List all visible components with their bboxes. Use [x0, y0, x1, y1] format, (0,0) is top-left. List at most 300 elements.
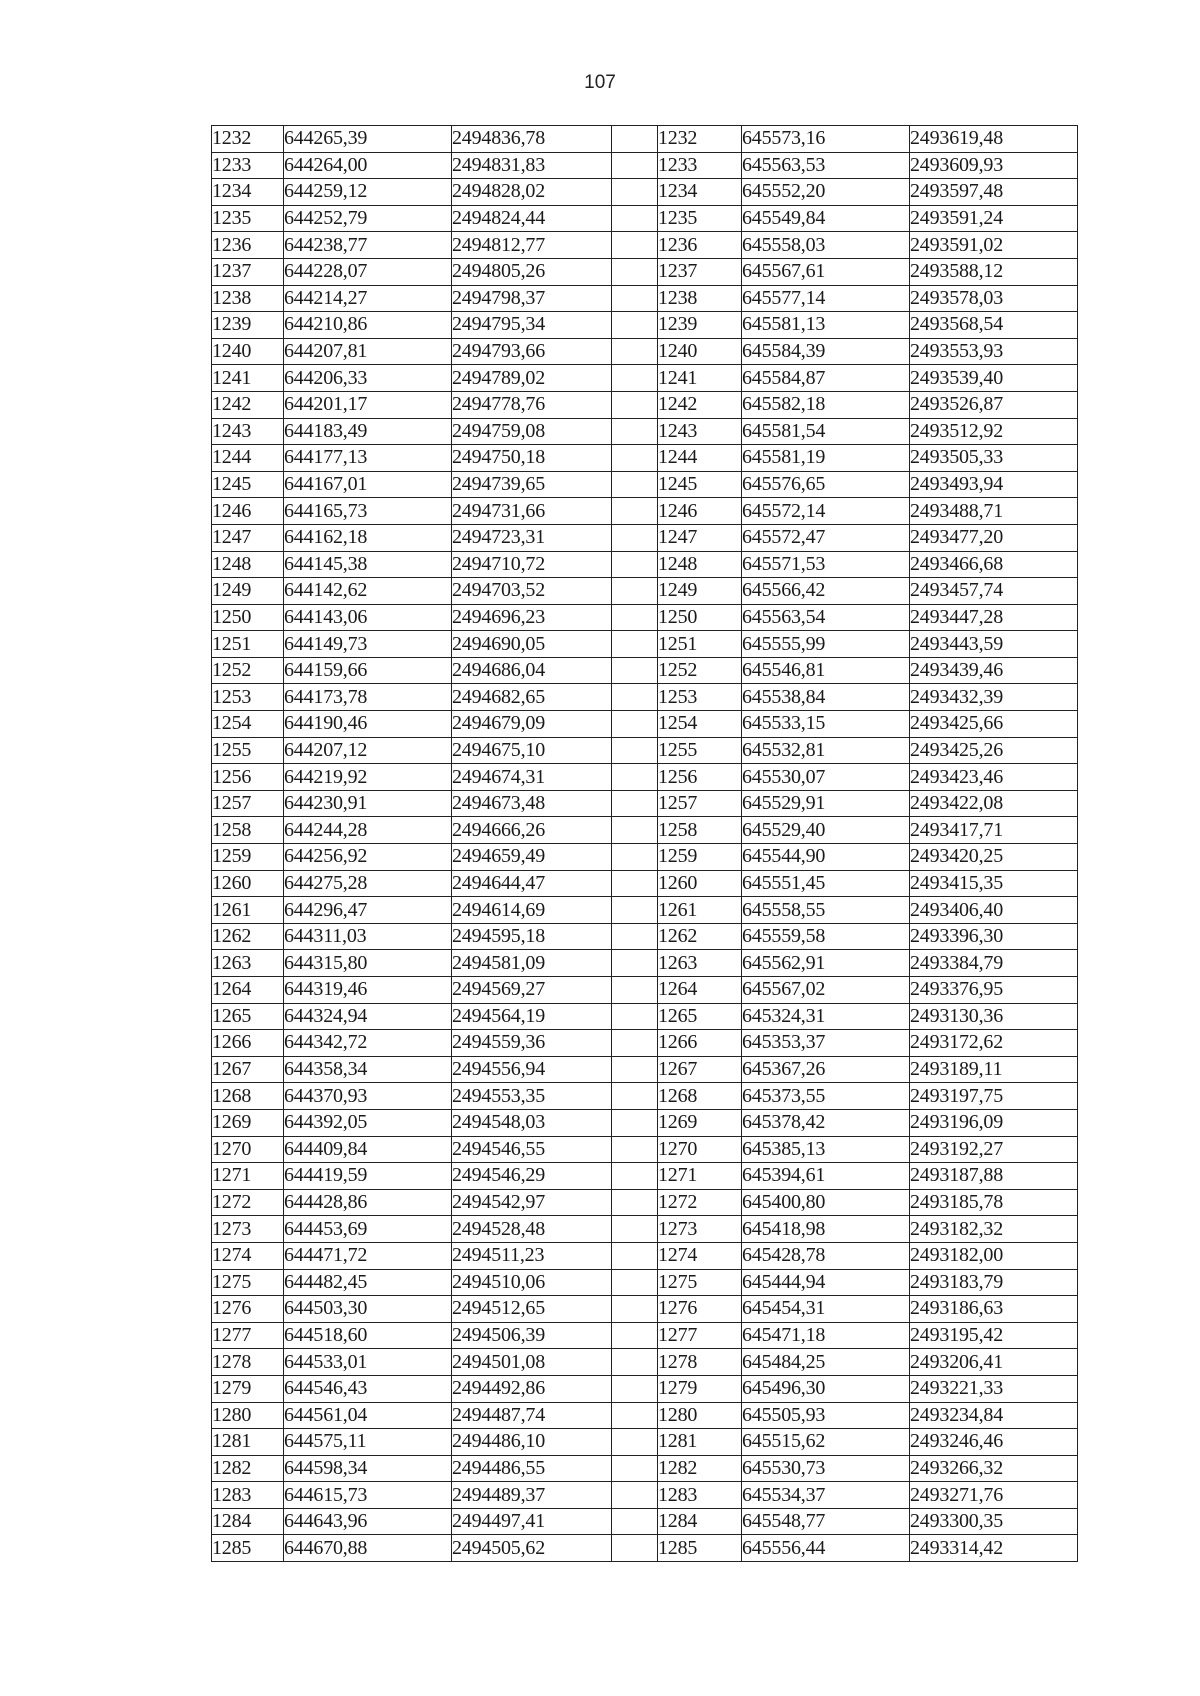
- table-row: [212, 1402, 1078, 1429]
- right-point-number: 1273: [658, 1216, 742, 1243]
- table-row: [212, 711, 1078, 738]
- right-point-number: 1260: [658, 870, 742, 897]
- table-spacer-cell: [612, 285, 658, 312]
- table-row: [212, 498, 1078, 525]
- right-x-coordinate: 645577,14: [742, 285, 910, 312]
- table-spacer-cell: [612, 977, 658, 1004]
- left-y-coordinate: 2494505,62: [452, 1535, 612, 1562]
- right-point-number: 1272: [658, 1189, 742, 1216]
- right-y-coordinate: 2493619,48: [910, 126, 1078, 153]
- left-point-number: 1275: [212, 1269, 284, 1296]
- left-x-coordinate: 644392,05: [284, 1109, 452, 1136]
- table-row: [212, 391, 1078, 418]
- left-y-coordinate: 2494528,48: [452, 1216, 612, 1243]
- right-x-coordinate: 645538,84: [742, 684, 910, 711]
- right-x-coordinate: 645428,78: [742, 1242, 910, 1269]
- left-x-coordinate: 644165,73: [284, 498, 452, 525]
- right-point-number: 1247: [658, 524, 742, 551]
- right-x-coordinate: 645324,31: [742, 1003, 910, 1030]
- right-x-coordinate: 645530,07: [742, 764, 910, 791]
- right-y-coordinate: 2493197,75: [910, 1083, 1078, 1110]
- left-y-coordinate: 2494831,83: [452, 152, 612, 179]
- left-y-coordinate: 2494778,76: [452, 391, 612, 418]
- left-x-coordinate: 644471,72: [284, 1242, 452, 1269]
- right-y-coordinate: 2493597,48: [910, 179, 1078, 206]
- table-spacer-cell: [612, 1402, 658, 1429]
- right-point-number: 1278: [658, 1349, 742, 1376]
- left-x-coordinate: 644428,86: [284, 1189, 452, 1216]
- table-spacer-cell: [612, 1242, 658, 1269]
- left-y-coordinate: 2494789,02: [452, 365, 612, 392]
- left-point-number: 1279: [212, 1375, 284, 1402]
- table-spacer-cell: [612, 338, 658, 365]
- right-x-coordinate: 645563,53: [742, 152, 910, 179]
- right-y-coordinate: 2493588,12: [910, 258, 1078, 285]
- table-spacer-cell: [612, 1508, 658, 1535]
- right-point-number: 1249: [658, 578, 742, 605]
- right-y-coordinate: 2493439,46: [910, 657, 1078, 684]
- right-y-coordinate: 2493526,87: [910, 391, 1078, 418]
- right-x-coordinate: 645544,90: [742, 844, 910, 871]
- left-y-coordinate: 2494805,26: [452, 258, 612, 285]
- table-spacer-cell: [612, 312, 658, 339]
- table-row: [212, 1056, 1078, 1083]
- right-y-coordinate: 2493423,46: [910, 764, 1078, 791]
- table-row: [212, 1349, 1078, 1376]
- table-row: [212, 1455, 1078, 1482]
- right-point-number: 1248: [658, 551, 742, 578]
- table-spacer-cell: [612, 1429, 658, 1456]
- table-spacer-cell: [612, 391, 658, 418]
- table-row: [212, 1429, 1078, 1456]
- right-x-coordinate: 645454,31: [742, 1296, 910, 1323]
- right-point-number: 1235: [658, 205, 742, 232]
- table-spacer-cell: [612, 1322, 658, 1349]
- left-x-coordinate: 644162,18: [284, 524, 452, 551]
- right-x-coordinate: 645552,20: [742, 179, 910, 206]
- left-y-coordinate: 2494542,97: [452, 1189, 612, 1216]
- left-x-coordinate: 644207,12: [284, 737, 452, 764]
- right-y-coordinate: 2493568,54: [910, 312, 1078, 339]
- right-x-coordinate: 645549,84: [742, 205, 910, 232]
- left-y-coordinate: 2494548,03: [452, 1109, 612, 1136]
- right-x-coordinate: 645572,47: [742, 524, 910, 551]
- right-point-number: 1239: [658, 312, 742, 339]
- left-y-coordinate: 2494511,23: [452, 1242, 612, 1269]
- right-y-coordinate: 2493376,95: [910, 977, 1078, 1004]
- left-y-coordinate: 2494666,26: [452, 817, 612, 844]
- table-row: [212, 1163, 1078, 1190]
- right-y-coordinate: 2493417,71: [910, 817, 1078, 844]
- left-x-coordinate: 644264,00: [284, 152, 452, 179]
- table-spacer-cell: [612, 205, 658, 232]
- left-x-coordinate: 644244,28: [284, 817, 452, 844]
- right-point-number: 1232: [658, 126, 742, 153]
- right-x-coordinate: 645529,40: [742, 817, 910, 844]
- right-x-coordinate: 645394,61: [742, 1163, 910, 1190]
- left-x-coordinate: 644177,13: [284, 445, 452, 472]
- table-row: [212, 977, 1078, 1004]
- left-x-coordinate: 644252,79: [284, 205, 452, 232]
- table-spacer-cell: [612, 790, 658, 817]
- left-y-coordinate: 2494486,10: [452, 1429, 612, 1456]
- right-y-coordinate: 2493130,36: [910, 1003, 1078, 1030]
- table-row: [212, 524, 1078, 551]
- right-x-coordinate: 645566,42: [742, 578, 910, 605]
- left-point-number: 1264: [212, 977, 284, 1004]
- left-x-coordinate: 644190,46: [284, 711, 452, 738]
- table-row: [212, 1136, 1078, 1163]
- left-y-coordinate: 2494682,65: [452, 684, 612, 711]
- left-point-number: 1241: [212, 365, 284, 392]
- right-y-coordinate: 2493609,93: [910, 152, 1078, 179]
- table-spacer-cell: [612, 232, 658, 259]
- table-spacer-cell: [612, 764, 658, 791]
- left-y-coordinate: 2494487,74: [452, 1402, 612, 1429]
- right-y-coordinate: 2493420,25: [910, 844, 1078, 871]
- right-x-coordinate: 645367,26: [742, 1056, 910, 1083]
- right-point-number: 1275: [658, 1269, 742, 1296]
- left-y-coordinate: 2494510,06: [452, 1269, 612, 1296]
- left-point-number: 1269: [212, 1109, 284, 1136]
- table-row: [212, 578, 1078, 605]
- left-point-number: 1276: [212, 1296, 284, 1323]
- left-y-coordinate: 2494553,35: [452, 1083, 612, 1110]
- right-x-coordinate: 645530,73: [742, 1455, 910, 1482]
- left-point-number: 1238: [212, 285, 284, 312]
- right-y-coordinate: 2493477,20: [910, 524, 1078, 551]
- table-spacer-cell: [612, 1535, 658, 1562]
- right-point-number: 1266: [658, 1030, 742, 1057]
- left-point-number: 1237: [212, 258, 284, 285]
- right-x-coordinate: 645581,54: [742, 418, 910, 445]
- table-row: [212, 1216, 1078, 1243]
- coordinates-table-body: [212, 126, 1078, 1562]
- left-x-coordinate: 644201,17: [284, 391, 452, 418]
- right-x-coordinate: 645385,13: [742, 1136, 910, 1163]
- right-y-coordinate: 2493384,79: [910, 950, 1078, 977]
- left-x-coordinate: 644670,88: [284, 1535, 452, 1562]
- left-point-number: 1261: [212, 897, 284, 924]
- left-y-coordinate: 2494798,37: [452, 285, 612, 312]
- left-point-number: 1253: [212, 684, 284, 711]
- table-row: [212, 1030, 1078, 1057]
- left-y-coordinate: 2494759,08: [452, 418, 612, 445]
- right-point-number: 1241: [658, 365, 742, 392]
- table-row: [212, 684, 1078, 711]
- left-point-number: 1256: [212, 764, 284, 791]
- table-spacer-cell: [612, 1003, 658, 1030]
- left-point-number: 1234: [212, 179, 284, 206]
- left-y-coordinate: 2494489,37: [452, 1482, 612, 1509]
- right-y-coordinate: 2493415,35: [910, 870, 1078, 897]
- left-point-number: 1283: [212, 1482, 284, 1509]
- left-point-number: 1249: [212, 578, 284, 605]
- table-row: [212, 338, 1078, 365]
- left-x-coordinate: 644210,86: [284, 312, 452, 339]
- left-y-coordinate: 2494696,23: [452, 604, 612, 631]
- right-y-coordinate: 2493422,08: [910, 790, 1078, 817]
- left-x-coordinate: 644370,93: [284, 1083, 452, 1110]
- left-y-coordinate: 2494564,19: [452, 1003, 612, 1030]
- left-x-coordinate: 644453,69: [284, 1216, 452, 1243]
- left-y-coordinate: 2494686,04: [452, 657, 612, 684]
- left-x-coordinate: 644358,34: [284, 1056, 452, 1083]
- right-point-number: 1251: [658, 631, 742, 658]
- table-spacer-cell: [612, 365, 658, 392]
- table-spacer-cell: [612, 870, 658, 897]
- right-x-coordinate: 645559,58: [742, 923, 910, 950]
- left-point-number: 1255: [212, 737, 284, 764]
- left-x-coordinate: 644159,66: [284, 657, 452, 684]
- table-row: [212, 923, 1078, 950]
- table-row: [212, 312, 1078, 339]
- right-x-coordinate: 645556,44: [742, 1535, 910, 1562]
- left-x-coordinate: 644167,01: [284, 471, 452, 498]
- table-row: [212, 1296, 1078, 1323]
- left-x-coordinate: 644598,34: [284, 1455, 452, 1482]
- table-spacer-cell: [612, 498, 658, 525]
- left-x-coordinate: 644149,73: [284, 631, 452, 658]
- left-point-number: 1239: [212, 312, 284, 339]
- left-point-number: 1242: [212, 391, 284, 418]
- right-x-coordinate: 645444,94: [742, 1269, 910, 1296]
- right-x-coordinate: 645373,55: [742, 1083, 910, 1110]
- left-x-coordinate: 644533,01: [284, 1349, 452, 1376]
- right-x-coordinate: 645567,02: [742, 977, 910, 1004]
- left-x-coordinate: 644615,73: [284, 1482, 452, 1509]
- left-point-number: 1278: [212, 1349, 284, 1376]
- right-y-coordinate: 2493182,00: [910, 1242, 1078, 1269]
- right-y-coordinate: 2493195,42: [910, 1322, 1078, 1349]
- table-row: [212, 179, 1078, 206]
- table-row: [212, 205, 1078, 232]
- left-point-number: 1277: [212, 1322, 284, 1349]
- table-spacer-cell: [612, 923, 658, 950]
- left-y-coordinate: 2494674,31: [452, 764, 612, 791]
- left-y-coordinate: 2494595,18: [452, 923, 612, 950]
- table-spacer-cell: [612, 1136, 658, 1163]
- left-x-coordinate: 644256,92: [284, 844, 452, 871]
- right-point-number: 1259: [658, 844, 742, 871]
- right-point-number: 1280: [658, 1402, 742, 1429]
- left-y-coordinate: 2494556,94: [452, 1056, 612, 1083]
- table-spacer-cell: [612, 817, 658, 844]
- right-y-coordinate: 2493425,66: [910, 711, 1078, 738]
- right-point-number: 1277: [658, 1322, 742, 1349]
- right-y-coordinate: 2493183,79: [910, 1269, 1078, 1296]
- left-point-number: 1232: [212, 126, 284, 153]
- left-y-coordinate: 2494501,08: [452, 1349, 612, 1376]
- table-spacer-cell: [612, 897, 658, 924]
- table-row: [212, 1322, 1078, 1349]
- left-point-number: 1268: [212, 1083, 284, 1110]
- left-point-number: 1270: [212, 1136, 284, 1163]
- left-y-coordinate: 2494828,02: [452, 179, 612, 206]
- right-point-number: 1245: [658, 471, 742, 498]
- right-point-number: 1270: [658, 1136, 742, 1163]
- table-row: [212, 551, 1078, 578]
- left-y-coordinate: 2494703,52: [452, 578, 612, 605]
- right-y-coordinate: 2493266,32: [910, 1455, 1078, 1482]
- left-point-number: 1266: [212, 1030, 284, 1057]
- table-row: [212, 285, 1078, 312]
- left-x-coordinate: 644230,91: [284, 790, 452, 817]
- table-row: [212, 445, 1078, 472]
- table-row: [212, 1482, 1078, 1509]
- right-y-coordinate: 2493246,46: [910, 1429, 1078, 1456]
- left-point-number: 1236: [212, 232, 284, 259]
- right-point-number: 1271: [658, 1163, 742, 1190]
- left-point-number: 1273: [212, 1216, 284, 1243]
- table-spacer-cell: [612, 418, 658, 445]
- right-y-coordinate: 2493396,30: [910, 923, 1078, 950]
- right-x-coordinate: 645532,81: [742, 737, 910, 764]
- right-y-coordinate: 2493192,27: [910, 1136, 1078, 1163]
- left-x-coordinate: 644173,78: [284, 684, 452, 711]
- left-y-coordinate: 2494750,18: [452, 445, 612, 472]
- right-point-number: 1250: [658, 604, 742, 631]
- left-point-number: 1281: [212, 1429, 284, 1456]
- left-point-number: 1282: [212, 1455, 284, 1482]
- table-row: [212, 790, 1078, 817]
- left-point-number: 1248: [212, 551, 284, 578]
- right-x-coordinate: 645400,80: [742, 1189, 910, 1216]
- coordinates-table: [211, 125, 1078, 1562]
- left-x-coordinate: 644419,59: [284, 1163, 452, 1190]
- left-y-coordinate: 2494486,55: [452, 1455, 612, 1482]
- right-point-number: 1285: [658, 1535, 742, 1562]
- right-y-coordinate: 2493443,59: [910, 631, 1078, 658]
- right-x-coordinate: 645573,16: [742, 126, 910, 153]
- table-spacer-cell: [612, 524, 658, 551]
- left-y-coordinate: 2494824,44: [452, 205, 612, 232]
- table-row: [212, 657, 1078, 684]
- table-row: [212, 232, 1078, 259]
- right-y-coordinate: 2493196,09: [910, 1109, 1078, 1136]
- right-point-number: 1276: [658, 1296, 742, 1323]
- left-x-coordinate: 644145,38: [284, 551, 452, 578]
- table-spacer-cell: [612, 445, 658, 472]
- table-row: [212, 1242, 1078, 1269]
- table-row: [212, 1375, 1078, 1402]
- left-point-number: 1250: [212, 604, 284, 631]
- right-point-number: 1246: [658, 498, 742, 525]
- right-point-number: 1263: [658, 950, 742, 977]
- left-point-number: 1246: [212, 498, 284, 525]
- table-row: [212, 817, 1078, 844]
- right-x-coordinate: 645471,18: [742, 1322, 910, 1349]
- table-row: [212, 1508, 1078, 1535]
- table-spacer-cell: [612, 258, 658, 285]
- left-point-number: 1272: [212, 1189, 284, 1216]
- right-point-number: 1267: [658, 1056, 742, 1083]
- table-spacer-cell: [612, 1349, 658, 1376]
- right-point-number: 1262: [658, 923, 742, 950]
- table-row: [212, 737, 1078, 764]
- left-x-coordinate: 644228,07: [284, 258, 452, 285]
- right-x-coordinate: 645576,65: [742, 471, 910, 498]
- left-point-number: 1243: [212, 418, 284, 445]
- left-x-coordinate: 644518,60: [284, 1322, 452, 1349]
- left-y-coordinate: 2494793,66: [452, 338, 612, 365]
- right-x-coordinate: 645558,55: [742, 897, 910, 924]
- right-y-coordinate: 2493172,62: [910, 1030, 1078, 1057]
- table-spacer-cell: [612, 179, 658, 206]
- right-y-coordinate: 2493206,41: [910, 1349, 1078, 1376]
- left-y-coordinate: 2494506,39: [452, 1322, 612, 1349]
- table-spacer-cell: [612, 1083, 658, 1110]
- left-y-coordinate: 2494659,49: [452, 844, 612, 871]
- left-y-coordinate: 2494812,77: [452, 232, 612, 259]
- left-point-number: 1235: [212, 205, 284, 232]
- left-point-number: 1233: [212, 152, 284, 179]
- left-x-coordinate: 644324,94: [284, 1003, 452, 1030]
- right-y-coordinate: 2493271,76: [910, 1482, 1078, 1509]
- right-point-number: 1237: [658, 258, 742, 285]
- table-spacer-cell: [612, 1163, 658, 1190]
- right-x-coordinate: 645571,53: [742, 551, 910, 578]
- right-point-number: 1283: [658, 1482, 742, 1509]
- right-point-number: 1258: [658, 817, 742, 844]
- left-point-number: 1284: [212, 1508, 284, 1535]
- left-point-number: 1259: [212, 844, 284, 871]
- right-y-coordinate: 2493221,33: [910, 1375, 1078, 1402]
- right-x-coordinate: 645515,62: [742, 1429, 910, 1456]
- left-point-number: 1280: [212, 1402, 284, 1429]
- left-x-coordinate: 644561,04: [284, 1402, 452, 1429]
- left-x-coordinate: 644296,47: [284, 897, 452, 924]
- table-spacer-cell: [612, 711, 658, 738]
- right-y-coordinate: 2493314,42: [910, 1535, 1078, 1562]
- table-spacer-cell: [612, 657, 658, 684]
- left-point-number: 1265: [212, 1003, 284, 1030]
- left-x-coordinate: 644206,33: [284, 365, 452, 392]
- right-x-coordinate: 645562,91: [742, 950, 910, 977]
- right-point-number: 1244: [658, 445, 742, 472]
- table-row: [212, 1109, 1078, 1136]
- table-row: [212, 152, 1078, 179]
- table-spacer-cell: [612, 126, 658, 153]
- left-y-coordinate: 2494739,65: [452, 471, 612, 498]
- page-number: 107: [584, 72, 616, 93]
- table-spacer-cell: [612, 604, 658, 631]
- right-point-number: 1256: [658, 764, 742, 791]
- right-y-coordinate: 2493186,63: [910, 1296, 1078, 1323]
- left-point-number: 1262: [212, 923, 284, 950]
- right-point-number: 1268: [658, 1083, 742, 1110]
- right-point-number: 1255: [658, 737, 742, 764]
- left-point-number: 1285: [212, 1535, 284, 1562]
- left-x-coordinate: 644342,72: [284, 1030, 452, 1057]
- table-spacer-cell: [612, 1109, 658, 1136]
- left-point-number: 1244: [212, 445, 284, 472]
- right-point-number: 1284: [658, 1508, 742, 1535]
- right-x-coordinate: 645563,54: [742, 604, 910, 631]
- right-y-coordinate: 2493432,39: [910, 684, 1078, 711]
- left-y-coordinate: 2494673,48: [452, 790, 612, 817]
- right-y-coordinate: 2493185,78: [910, 1189, 1078, 1216]
- right-point-number: 1243: [658, 418, 742, 445]
- left-x-coordinate: 644142,62: [284, 578, 452, 605]
- table-row: [212, 1003, 1078, 1030]
- left-point-number: 1252: [212, 657, 284, 684]
- right-point-number: 1252: [658, 657, 742, 684]
- right-point-number: 1261: [658, 897, 742, 924]
- right-y-coordinate: 2493300,35: [910, 1508, 1078, 1535]
- left-x-coordinate: 644482,45: [284, 1269, 452, 1296]
- right-point-number: 1281: [658, 1429, 742, 1456]
